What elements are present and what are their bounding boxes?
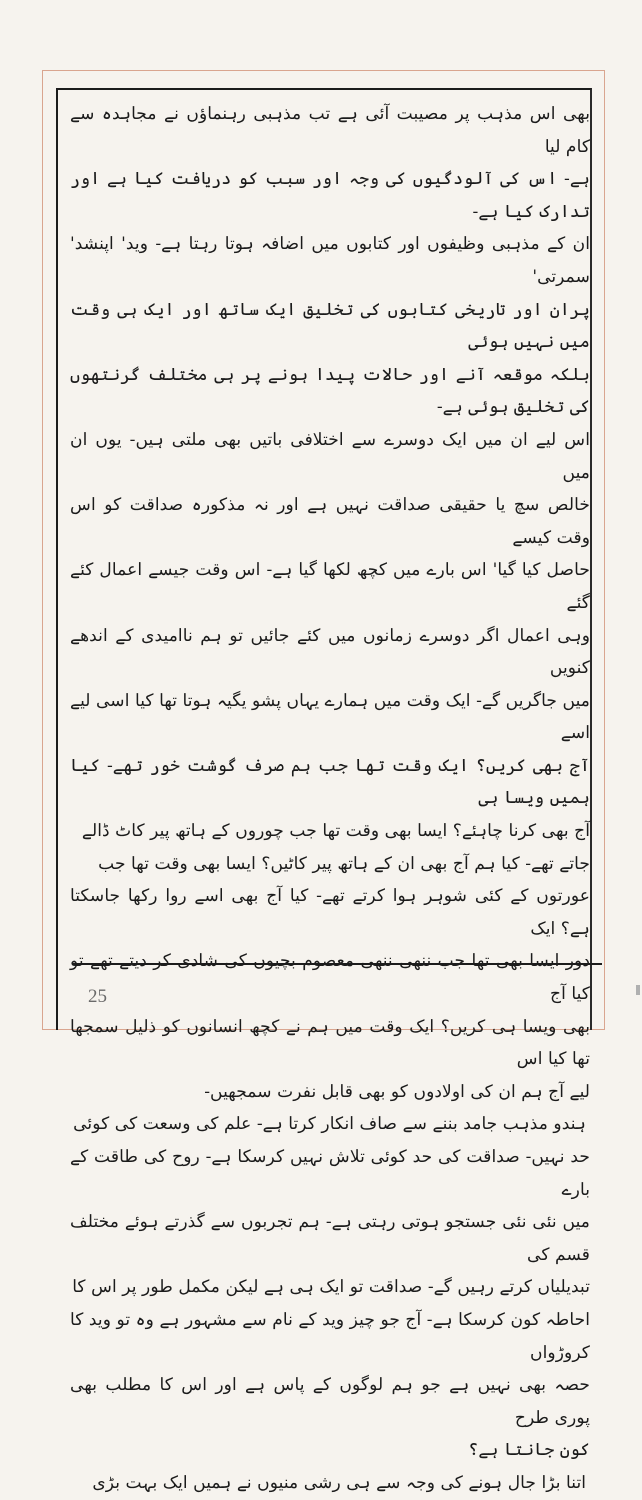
- text-line: ان کے مذہبی وظیفوں اور کتابوں میں اضافہ ہوتا رہتا ہے- وید' اپنشد' سمرتی': [70, 234, 590, 287]
- text-line: پران اور تاریخی کتابوں کی تخلیق ایک ساتھ اور ایک ہی وقت میں نہیں ہوئی: [70, 299, 590, 353]
- footer-rule: [72, 963, 602, 965]
- text-line: حصہ بھی نہیں ہے جو ہم لوگوں کے پاس ہے اور اس کا مطلب بھی پوری طرح: [70, 1375, 590, 1428]
- text-line: میں جاگریں گے- ایک وقت میں ہمارے یہاں پشو یگیہ ہوتا تھا کیا اسی لیے اسے: [70, 690, 590, 744]
- text-line: حد نہیں- صداقت کی حد کوئی تلاش نہیں کرسکا ہے- روح کی طاقت کے بارے: [70, 1147, 590, 1200]
- text-line: میں نئی نئی جستجو ہوتی رہتی ہے- ہم تجربوں سے گذرتے ہوئے مختلف قسم کی: [70, 1212, 590, 1265]
- text-line: اتنا بڑا جال ہونے کی وجہ سے ہی رشی منیوں نے ہمیں ایک بہت بڑی: [92, 1472, 586, 1493]
- text-line: لیے آج ہم ان کی اولادوں کو بھی قابل نفرت سمجھیں-: [204, 1081, 590, 1102]
- text-line: بھی ویسا ہی کریں؟ ایک وقت میں ہم نے کچھ انسانوں کو ذلیل سمجھا تھا کیا اس: [70, 1016, 590, 1070]
- text-line: حاصل کیا گیا' اس بارے میں کچھ لکھا گیا ہے- اس وقت جیسے اعمال کئے گئے: [70, 560, 590, 613]
- text-line: بلکہ موقعہ آنے اور حالات پیدا ہونے پر ہی مختلف گرنتھوں کی تخلیق ہوئی ہے-: [70, 364, 590, 418]
- text-line: احاطہ کون کرسکا ہے- آج جو چیز وید کے نام سے مشہور ہے وہ تو وید کا کروڑواں: [70, 1309, 590, 1363]
- text-line: عورتوں کے کئی شوہر ہوا کرتے تھے- کیا آج بھی اسے روا رکھا جاسکتا ہے؟ ایک: [70, 886, 590, 939]
- text-line: آج بھی کریں؟ ایک وقت تھا جب ہم صرف گوشت خور تھے- کیا ہمیں ویسا ہی: [70, 755, 590, 809]
- text-line: ہے- اس کی آلودگیوں کی وجہ اور سبب کو دریافت کیا ہے اور تدارک کیا ہے-: [70, 169, 590, 222]
- text-line: اس لیے ان میں ایک دوسرے سے اختلافی باتیں بھی ملتی ہیں- یوں ان میں: [70, 429, 590, 483]
- text-line: دور ایسا بھی تھا جب ننھی ننھی معصوم بچیوں کی شادی کر دیتے تھے تو کیا آج: [70, 951, 590, 1005]
- text-line: خالص سچ یا حقیقی صداقت نہیں ہے اور نہ مذکورہ صداقت کو اس وقت کیسے: [70, 495, 590, 548]
- text-line: تبدیلیاں کرتے رہیں گے- صداقت تو ایک ہی ہے لیکن مکمل طور پر اس کا: [72, 1277, 590, 1298]
- edge-mark: [636, 985, 640, 995]
- text-line: بھی اس مذہب پر مصیبت آئی ہے تب مذہبی رہنماؤں نے مجاہدہ سے کام لیا: [70, 104, 590, 157]
- page-number: 25: [88, 986, 107, 1007]
- text-line: کون جانتا ہے؟: [468, 1440, 590, 1461]
- text-line: وہی اعمال اگر دوسرے زمانوں میں کئے جائیں تو ہم ناامیدی کے اندھے کنویں: [70, 625, 590, 679]
- text-line: آج بھی کرنا چاہئے؟ ایسا بھی وقت تھا جب چوروں کے ہاتھ پیر کاٹ ڈالے: [81, 821, 590, 842]
- text-line: جاتے تھے- کیا ہم آج بھی ان کے ہاتھ پیر کاٹیں؟ ایسا بھی وقت تھا جب: [98, 853, 590, 874]
- text-line: ہندو مذہب جامد بننے سے صاف انکار کرتا ہے- علم کی وسعت کی کوئی: [73, 1114, 586, 1135]
- body-text: [70, 98, 590, 1500]
